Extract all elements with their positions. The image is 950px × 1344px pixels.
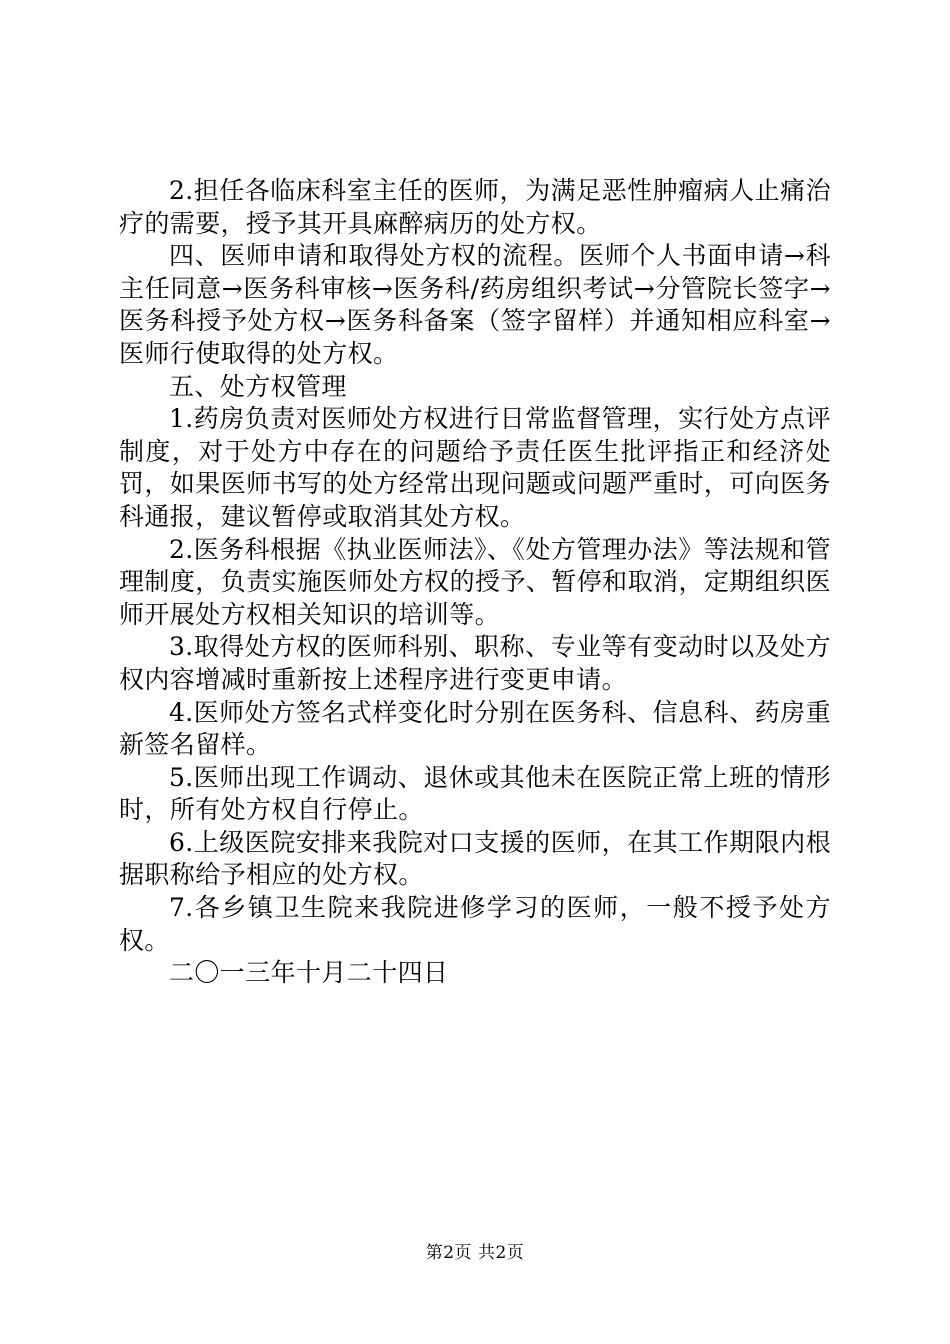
paragraph-application-process: 四、医师申请和取得处方权的流程。医师个人书面申请→科主任同意→医务科审核→医务科/药房组织考试→分管院长签字→医务科授予处方权→医务科备案（签字留样）并通知相应科室→医师行使取得的处方权。 xyxy=(119,241,831,368)
paragraph-item-2-anesthesia: 2.担任各临床科室主任的医师，为满足恶性肿瘤病人止痛治疗的需要，授予其开具麻醉病历的处方权。 xyxy=(119,176,831,238)
paragraph-item-3-change-application: 3.取得处方权的医师科别、职称、专业等有变动时以及处方权内容增减时重新按上述程序进行变更申请。 xyxy=(119,632,831,694)
document-date: 二〇一三年十月二十四日 xyxy=(169,958,449,988)
paragraph-item-4-signature: 4.医师处方签名式样变化时分别在医务科、信息科、药房重新签名留样。 xyxy=(119,697,831,760)
paragraph-item-2-medical-affairs: 2.医务科根据《执业医师法》、《处方管理办法》等法规和管理制度，负责实施医师处方权的授予、暂停和取消，定期组织医师开展处方权相关知识的培训等。 xyxy=(119,534,831,629)
section-heading-management: 五、处方权管理 xyxy=(169,371,347,401)
paragraph-item-5-suspension: 5.医师出现工作调动、退休或其他未在医院正常上班的情形时，所有处方权自行停止。 xyxy=(119,762,831,825)
paragraph-item-7-trainee-doctors: 7.各乡镇卫生院来我院进修学习的医师，一般不授予处方权。 xyxy=(119,893,831,955)
paragraph-item-6-support-doctors: 6.上级医院安排来我院对口支援的医师，在其工作期限内根据职称给予相应的处方权。 xyxy=(119,827,831,890)
page-number: 第2页 共2页 xyxy=(425,1243,525,1263)
paragraph-item-1-pharmacy: 1.药房负责对医师处方权进行日常监督管理，实行处方点评制度，对于处方中存在的问题给予责任医生批评指正和经济处罚，如果医师书写的处方经常出现问题或问题严重时，可向医务科通报，建议暂停或取消其处方权。 xyxy=(119,404,831,531)
document-body xyxy=(119,175,831,990)
